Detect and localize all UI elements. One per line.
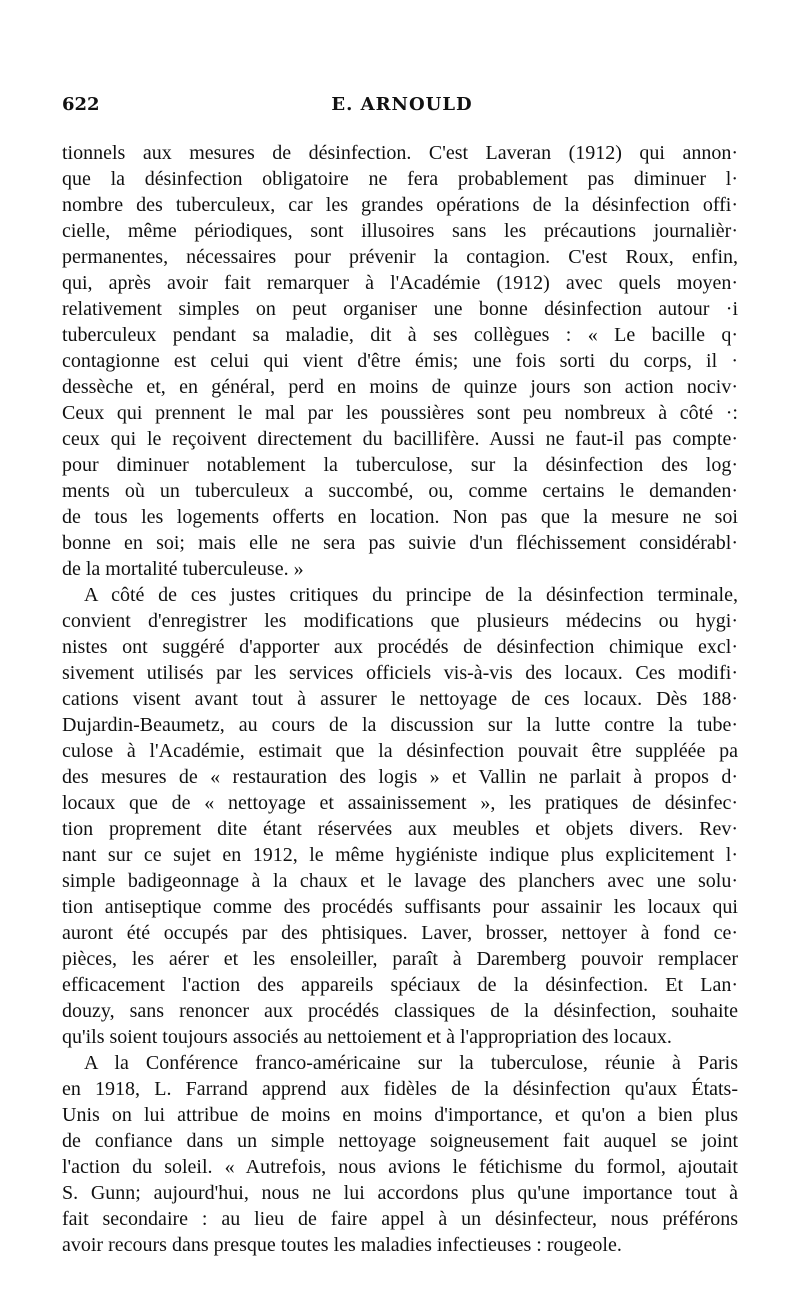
text-line: efficacement l'action des appareils spéciaux de la désinfection. Et Lan· bbox=[62, 974, 738, 996]
text-line: avoir recours dans presque toutes les maladies infectieuses : rougeole. bbox=[62, 1234, 622, 1256]
text-line: fait secondaire : au lieu de faire appel à un désinfecteur, nous préférons bbox=[62, 1208, 738, 1230]
text-line: de la mortalité tuberculeuse. » bbox=[62, 558, 304, 580]
text-line: tuberculeux pendant sa maladie, dit à ses collègues : « Le bacille q· bbox=[62, 324, 738, 346]
text-line: ments où un tuberculeux a succombé, ou, comme certains le demanden· bbox=[62, 480, 738, 502]
text-line: simple badigeonnage à la chaux et le lavage des planchers avec une solu· bbox=[62, 870, 738, 892]
text-line: pour diminuer notablement la tuberculose, sur la désinfection des log· bbox=[62, 454, 738, 476]
body-text bbox=[62, 140, 738, 1258]
text-line: bonne en soi; mais elle ne sera pas suivie d'un fléchissement considérabl· bbox=[62, 532, 738, 554]
text-line: qui, après avoir fait remarquer à l'Académie (1912) avec quels moyen· bbox=[62, 272, 738, 294]
text-line: Unis on lui attribue de moins en moins d'importance, et qu'on a bien plus bbox=[62, 1104, 738, 1126]
page-number: 622 bbox=[62, 94, 100, 115]
text-line: S. Gunn; aujourd'hui, nous ne lui accordons plus qu'une importance tout à bbox=[62, 1182, 738, 1204]
running-header bbox=[62, 92, 742, 120]
text-line: locaux que de « nettoyage et assainissement », les pratiques de désinfec· bbox=[62, 792, 738, 814]
text-line: cations visent avant tout à assurer le nettoyage de ces locaux. Dès 188· bbox=[62, 688, 738, 710]
text-line: de tous les logements offerts en location. Non pas que la mesure ne soi bbox=[62, 506, 738, 528]
text-line: Dujardin-Beaumetz, au cours de la discussion sur la lutte contre la tube· bbox=[62, 714, 738, 736]
text-line: douzy, sans renoncer aux procédés classiques de la désinfection, souhaite bbox=[62, 1000, 738, 1022]
paragraph bbox=[62, 1050, 738, 1258]
text-line: tion proprement dite étant réservées aux meubles et objets divers. Rev· bbox=[62, 818, 738, 840]
text-line: nombre des tuberculeux, car les grandes opérations de la désinfection offi· bbox=[62, 194, 738, 216]
text-line: A côté de ces justes critiques du principe de la désinfection terminale, bbox=[84, 584, 738, 606]
text-line: sivement utilisés par les services officiels vis-à-vis des locaux. Ces modifi· bbox=[62, 662, 738, 684]
text-line: tion antiseptique comme des procédés suffisants pour assainir les locaux qui bbox=[62, 896, 738, 918]
running-title: E. ARNOULD bbox=[331, 94, 473, 115]
text-line: ceux qui le reçoivent directement du bacillifère. Aussi ne faut-il pas compte· bbox=[62, 428, 738, 450]
text-line: de confiance dans un simple nettoyage soigneusement fait auquel se joint bbox=[62, 1130, 738, 1152]
text-line: dessèche et, en général, perd en moins de quinze jours son action nociv· bbox=[62, 376, 738, 398]
text-line: pièces, les aérer et les ensoleiller, paraît à Daremberg pouvoir remplacer bbox=[62, 948, 738, 970]
text-line: des mesures de « restauration des logis » et Vallin ne parlait à propos d· bbox=[62, 766, 738, 788]
text-line: contagionne est celui qui vient d'être émis; une fois sorti du corps, il · bbox=[62, 350, 738, 372]
text-line: cielle, même périodiques, sont illusoires sans les précautions journalièr· bbox=[62, 220, 738, 242]
text-line: tionnels aux mesures de désinfection. C'est Laveran (1912) qui annon· bbox=[62, 142, 738, 164]
text-line: nistes ont suggéré d'apporter aux procédés de désinfection chimique excl· bbox=[62, 636, 738, 658]
text-line: culose à l'Académie, estimait que la désinfection pouvait être suppléée pa bbox=[62, 740, 738, 762]
text-line: Ceux qui prennent le mal par les poussières sont peu nombreux à côté ·: bbox=[62, 402, 738, 424]
paragraph bbox=[62, 582, 738, 1050]
text-line: relativement simples on peut organiser une bonne désinfection autour ·i bbox=[62, 298, 738, 320]
text-line: en 1918, L. Farrand apprend aux fidèles de la désinfection qu'aux États- bbox=[62, 1078, 738, 1100]
text-line: auront été occupés par des phtisiques. Laver, brosser, nettoyer à fond ce· bbox=[62, 922, 738, 944]
text-line: A la Conférence franco-américaine sur la tuberculose, réunie à Paris bbox=[84, 1052, 738, 1074]
text-line: qu'ils soient toujours associés au nettoiement et à l'appropriation des locaux. bbox=[62, 1026, 672, 1048]
text-line: permanentes, nécessaires pour prévenir la contagion. C'est Roux, enfin, bbox=[62, 246, 738, 268]
text-line: nant sur ce sujet en 1912, le même hygiéniste indique plus explicitement l· bbox=[62, 844, 738, 866]
text-line: convient d'enregistrer les modifications que plusieurs médecins ou hygi· bbox=[62, 610, 738, 632]
text-line: que la désinfection obligatoire ne fera probablement pas diminuer l· bbox=[62, 168, 738, 190]
text-line: l'action du soleil. « Autrefois, nous avions le fétichisme du formol, ajoutait bbox=[62, 1156, 738, 1178]
paragraph bbox=[62, 140, 738, 582]
